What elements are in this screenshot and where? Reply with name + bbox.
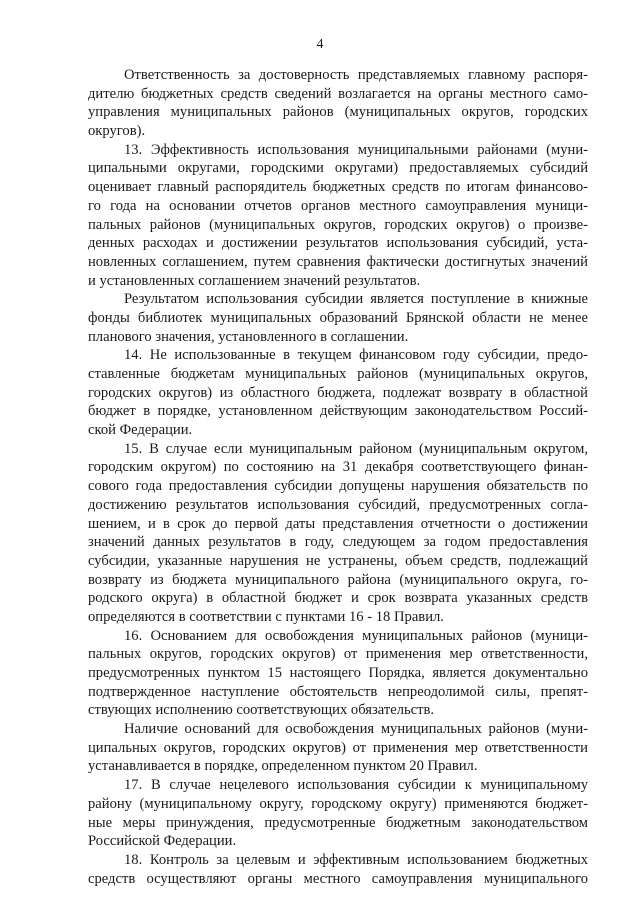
text-line: субсидии, указанные нарушения не устранены, объем средств, подлежащий <box>88 552 588 569</box>
text-line: городским округом) по состоянию на 31 декабря соответствующего финан- <box>88 459 588 476</box>
text-line: новленных соглашением, путем сравнения фактически достигнутых значений <box>88 253 588 270</box>
text-line: ставленные бюджетам муниципальных районов (муниципальных округов, <box>88 366 588 382</box>
text-line: ные меры принуждения, предусмотренные бюджетным законодательством <box>88 814 588 831</box>
text-line: шением, и в срок до первой даты представления отчетности о достижении <box>88 515 588 532</box>
paragraph <box>88 851 588 888</box>
text-line: планового значения, установленного в соглашении. <box>88 328 409 345</box>
text-line: Ответственность за достоверность представляемых главному распоря- <box>124 67 588 83</box>
paragraph <box>88 720 588 776</box>
paragraph <box>88 776 588 851</box>
text-line: родского округа) в областной бюджет и срок возврата указанных средств <box>88 590 588 607</box>
text-line: фонды библиотек муниципальных образований Брянской области не менее <box>88 309 588 326</box>
text-line: 16. Основанием для освобождения муниципальных районов (муници- <box>124 627 588 644</box>
text-line: возврату из бюджета муниципального района (муниципального округа, го- <box>88 571 588 588</box>
paragraph <box>88 440 588 627</box>
text-line: го года на основании отчетов органов местного самоуправления муници- <box>88 197 588 214</box>
page-number: 4 <box>316 37 324 52</box>
paragraph <box>88 290 588 346</box>
text-line: городских округов) из областного бюджета, подлежат возврату в областной <box>88 384 588 401</box>
text-line: бюджет в порядке, установленном действующим законодательством Россий- <box>88 403 588 420</box>
text-line: 18. Контроль за целевым и эффективным использованием бюджетных <box>124 851 588 868</box>
text-line: управления муниципальных районов (муниципальных округов, городских <box>88 104 588 121</box>
text-line: ствующих исполнению соответствующих обязательств. <box>88 702 435 719</box>
text-line: устанавливается в порядке, определенном пунктом 20 Правил. <box>88 758 478 775</box>
text-line: 13. Эффективность использования муниципальными районами (муни- <box>124 141 588 158</box>
text-line: 15. В случае если муниципальным районом (муниципальным округом, <box>124 440 588 457</box>
text-line: значений данных результатов в году, следующем за годом предоставления <box>88 534 588 551</box>
paragraph <box>88 627 588 720</box>
text-line: предусмотренных пунктом 15 настоящего Порядка, является документально <box>88 665 588 681</box>
text-line: пальных округов, городских округов) от применения мер ответственности, <box>88 646 588 663</box>
text-line: денных расходах и достижении результатов использования субсидий, уста- <box>88 235 588 252</box>
paragraph <box>88 66 588 141</box>
text-line: определяются в соответствии с пунктами 16 - 18 Правил. <box>88 608 444 625</box>
text-line: средств осуществляют органы местного самоуправления муниципального <box>88 870 588 887</box>
text-line: району (муниципальному округу, городскому округу) применяются бюджет- <box>88 795 588 812</box>
text-line: сового года предоставления субсидии допущены нарушения обязательств по <box>88 478 588 495</box>
text-line: Результатом использования субсидии является поступление в книжные <box>124 291 588 308</box>
text-line: оценивает главный распорядитель бюджетных средств по итогам финансово- <box>88 179 588 196</box>
text-line: достижению результатов использования субсидий, предусмотренных согла- <box>88 496 588 513</box>
text-line: Российской Федерации. <box>88 833 237 850</box>
text-line: 17. В случае нецелевого использования субсидии к муниципальному <box>124 777 588 794</box>
text-line: и установленных соглашением значений результатов. <box>88 272 421 289</box>
paragraph <box>88 346 588 439</box>
text-line: дителю бюджетных средств сведений возлагается на органы местного само- <box>88 85 588 102</box>
text-line: ской Федерации. <box>88 422 193 439</box>
text-line: округов). <box>88 123 146 140</box>
paragraph <box>88 141 588 291</box>
text-line: подтвержденное наступление обстоятельств непреодолимой силы, препят- <box>88 683 588 700</box>
text-line: ципальных округов, городских округов) от применения мер ответственности <box>88 739 588 756</box>
text-line: ципальными округами, городскими округами) предоставляемых субсидий <box>88 160 588 177</box>
text-line: Наличие оснований для освобождения муниципальных районов (муни- <box>124 721 588 738</box>
text-line: пальных районов (муниципальных округов, городских округов) о произве- <box>88 216 588 233</box>
document-body <box>88 66 588 888</box>
text-line: 14. Не использованные в текущем финансовом году субсидии, предо- <box>124 347 588 364</box>
